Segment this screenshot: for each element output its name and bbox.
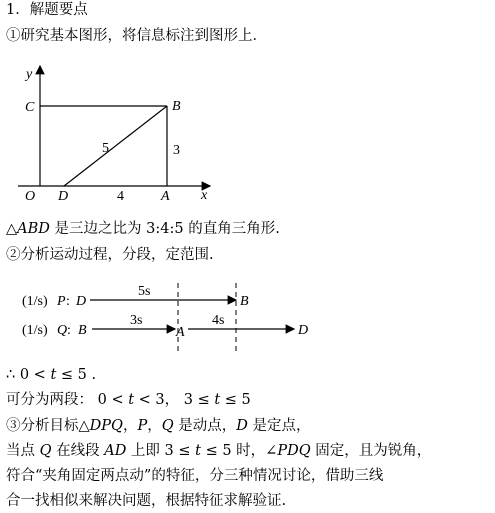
condition-range-start: 上即 3 ≤ bbox=[126, 443, 196, 459]
condition-range-end: ≤ 5 时，∠ bbox=[200, 443, 278, 459]
step-two-text: ②分析运动过程，分段，定范围. bbox=[6, 247, 214, 263]
condition-segment-text: 在线段 bbox=[51, 443, 105, 459]
fixed-point-text: 是定点， bbox=[247, 418, 311, 434]
y-axis-label: y bbox=[26, 67, 33, 82]
x-axis-label: x bbox=[201, 188, 208, 203]
condition-segment-ad: AD bbox=[104, 443, 127, 459]
segment-db bbox=[64, 106, 167, 186]
row2-time-1: 3s bbox=[130, 313, 143, 328]
row2-rate: (1/s) bbox=[22, 323, 48, 338]
row2-end: D bbox=[298, 323, 309, 338]
point-d: D bbox=[236, 418, 248, 434]
row2-colon: : bbox=[67, 323, 71, 338]
row1-rate: (1/s) bbox=[22, 294, 48, 309]
row2-time-2: 4s bbox=[212, 313, 225, 328]
length-da: 4 bbox=[117, 189, 124, 204]
motion-diagram bbox=[20, 282, 320, 362]
row1-time: 5s bbox=[138, 284, 151, 299]
row1-var: P bbox=[57, 294, 66, 309]
comma-2: ， bbox=[147, 418, 162, 434]
length-ab: 3 bbox=[173, 143, 180, 158]
condition-variable: t bbox=[195, 443, 201, 459]
row2-mid: A bbox=[176, 325, 185, 340]
method-text: 合一找相似来解决问题，根据特征求解验证. bbox=[6, 493, 287, 509]
row1-start: D bbox=[76, 294, 87, 309]
label-b: B bbox=[172, 99, 181, 114]
length-db: 5 bbox=[102, 141, 109, 156]
condition-prefix: 当点 bbox=[6, 443, 40, 459]
triangle-fact bbox=[6, 219, 280, 239]
segment-middle: < 3， 3 ≤ bbox=[134, 392, 215, 408]
label-o: O bbox=[25, 189, 36, 204]
segment-suffix: ≤ 5 bbox=[220, 392, 251, 408]
segment-ranges bbox=[6, 390, 251, 410]
condition-point-q: Q bbox=[39, 443, 52, 459]
range-prefix: ∴ 0 < bbox=[6, 367, 51, 383]
condition-angle: PDQ bbox=[277, 443, 311, 459]
target-triangle: DPQ bbox=[89, 418, 123, 434]
segment-variable-1: t bbox=[128, 392, 135, 408]
row2-start: B bbox=[78, 323, 87, 338]
row2-var: Q bbox=[57, 323, 68, 338]
feature-text: 符合“夹角固定两点动”的特征，分三种情况讨论，借助三线 bbox=[6, 468, 384, 484]
triangle-fact-text: 是三边之比为 3:4:5 的直角三角形. bbox=[49, 221, 280, 237]
range-suffix: ≤ 5 . bbox=[56, 367, 97, 383]
condition-suffix: 固定，且为锐角， bbox=[310, 443, 432, 459]
triangle-name: ABD bbox=[17, 221, 50, 237]
point-q: Q bbox=[161, 418, 174, 434]
triangle-symbol: △ bbox=[6, 221, 18, 237]
segment-prefix: 可分为两段： 0 < bbox=[6, 392, 129, 408]
comma-1: ， bbox=[122, 418, 138, 434]
step-one-text: ①研究基本图形，将信息标注到图形上． bbox=[6, 28, 267, 44]
coordinate-figure bbox=[10, 64, 220, 204]
label-d: D bbox=[58, 189, 69, 204]
segment-variable-2: t bbox=[214, 392, 221, 408]
step-three-text bbox=[6, 416, 310, 436]
range-variable: t bbox=[50, 367, 57, 383]
moving-points-text: 是动点， bbox=[173, 418, 237, 434]
row1-colon: : bbox=[66, 294, 70, 309]
point-p: P bbox=[137, 418, 148, 434]
label-c: C bbox=[25, 100, 35, 115]
row1-end: B bbox=[240, 294, 249, 309]
section-heading: 1．解题要点 bbox=[6, 2, 88, 18]
range-conclusion bbox=[6, 365, 96, 385]
step-three-prefix: ③分析目标△ bbox=[6, 418, 90, 434]
condition-text bbox=[6, 441, 431, 461]
label-a: A bbox=[161, 189, 170, 204]
